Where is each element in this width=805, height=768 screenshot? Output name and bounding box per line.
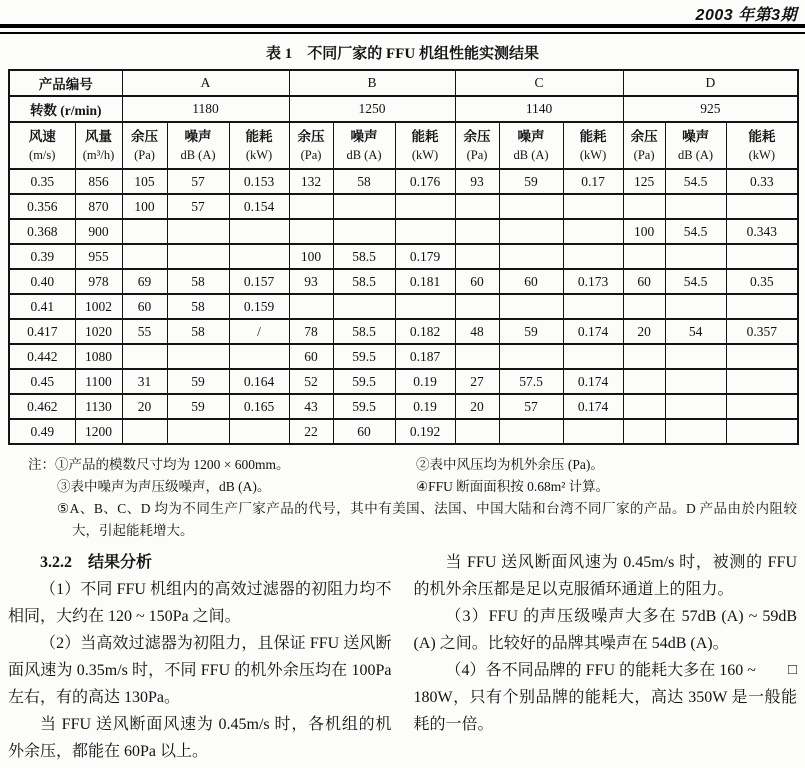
- table-cell: 0.164: [229, 369, 289, 394]
- table-cell: [623, 369, 665, 394]
- table-cell: 59: [167, 394, 229, 419]
- table-cell: 58.5: [333, 244, 395, 269]
- table-cell: 59: [167, 369, 229, 394]
- table-body: [9, 169, 798, 444]
- table-cell: 0.179: [395, 244, 455, 269]
- table-cell: 20: [623, 319, 665, 344]
- table-cell: 1130: [75, 394, 122, 419]
- col-header-power-b: 能耗 (kW): [395, 122, 455, 169]
- table-cell: 0.40: [9, 269, 75, 294]
- table-cell: 59.5: [333, 344, 395, 369]
- table-cell: 955: [75, 244, 122, 269]
- masthead: [0, 0, 805, 24]
- note-3: ③表中噪声为声压级噪声，dB (A)。: [57, 479, 271, 494]
- table-cell: 0.159: [229, 294, 289, 319]
- col-header-power-c: 能耗 (kW): [563, 122, 623, 169]
- table-cell: [289, 194, 333, 219]
- table-cell: 43: [289, 394, 333, 419]
- body-column-left: [8, 549, 392, 765]
- col-header-noise-a: 噪声 dB (A): [167, 122, 229, 169]
- table-cell: 0.49: [9, 419, 75, 444]
- table-cell: [455, 419, 499, 444]
- table-row: [9, 319, 798, 344]
- table-cell: [122, 219, 167, 244]
- table-cell: [665, 294, 726, 319]
- table-cell: [665, 244, 726, 269]
- table-cell: 57: [167, 194, 229, 219]
- body-column-right: [414, 549, 798, 765]
- table-cell: [499, 294, 563, 319]
- table-notes: [28, 454, 797, 542]
- table-cell: 0.187: [395, 344, 455, 369]
- table-cell: 20: [122, 394, 167, 419]
- table-cell: 0.417: [9, 319, 75, 344]
- paragraph: （1）不同 FFU 机组内的高效过滤器的初阻力均不相同，大约在 120 ~ 150Pa 之间。: [8, 581, 392, 625]
- table-row: [9, 244, 798, 269]
- table-cell: [499, 219, 563, 244]
- table-cell: 58: [167, 294, 229, 319]
- table-cell: 57: [167, 169, 229, 194]
- table-cell: 1200: [75, 419, 122, 444]
- table-title: 表 1 不同厂家的 FFU 机组性能实测结果: [266, 46, 539, 62]
- table-row: [9, 419, 798, 444]
- table-row: [9, 194, 798, 219]
- table-cell: [665, 419, 726, 444]
- product-number-label: 产品编号: [9, 70, 122, 96]
- table-cell: [499, 419, 563, 444]
- speed-c: 1140: [455, 96, 623, 122]
- table-cell: 57.5: [499, 369, 563, 394]
- table-cell: [229, 344, 289, 369]
- table-cell: 0.343: [726, 219, 798, 244]
- table-cell: [623, 294, 665, 319]
- table-cell: [499, 244, 563, 269]
- table-cell: 58.5: [333, 319, 395, 344]
- table-cell: 93: [289, 269, 333, 294]
- table-cell: 0.41: [9, 294, 75, 319]
- table-cell: 0.19: [395, 369, 455, 394]
- table-cell: 0.39: [9, 244, 75, 269]
- table-cell: 0.174: [563, 319, 623, 344]
- note-row-1: [28, 454, 797, 476]
- table-cell: [499, 194, 563, 219]
- table-cell: [229, 419, 289, 444]
- table-cell: 58: [167, 269, 229, 294]
- col-header-airflow: 风量 (m³/h): [75, 122, 122, 169]
- table-cell: 0.157: [229, 269, 289, 294]
- table-cell: [623, 394, 665, 419]
- table-cell: 132: [289, 169, 333, 194]
- paragraph: 当 FFU 送风断面风速为 0.45m/s 时，被测的 FFU 的机外余压都是足以克服循环通道上的阻力。: [413, 554, 797, 598]
- col-header-noise-c: 噪声 dB (A): [499, 122, 563, 169]
- table-cell: 58: [333, 169, 395, 194]
- table-cell: [563, 219, 623, 244]
- table-cell: [289, 219, 333, 244]
- table-cell: [455, 244, 499, 269]
- table-cell: [455, 219, 499, 244]
- table-cell: 856: [75, 169, 122, 194]
- table-cell: 0.33: [726, 169, 798, 194]
- table-cell: 52: [289, 369, 333, 394]
- table-cell: 1020: [75, 319, 122, 344]
- col-header-pressure-c: 余压 (Pa): [455, 122, 499, 169]
- notes-prefix: 注：: [28, 457, 55, 472]
- table-cell: 0.17: [563, 169, 623, 194]
- table-cell: [395, 294, 455, 319]
- table-cell: [455, 294, 499, 319]
- paragraph: 当 FFU 送风断面风速为 0.45m/s 时，各机组的机外余压，都能在 60Pa 以上。: [8, 716, 392, 760]
- end-of-article-mark: □: [787, 662, 797, 678]
- table-cell: [563, 244, 623, 269]
- table-cell: [623, 194, 665, 219]
- table-cell: [229, 244, 289, 269]
- table-cell: [623, 419, 665, 444]
- col-header-noise-d: 噪声 dB (A): [665, 122, 726, 169]
- table-cell: 0.357: [726, 319, 798, 344]
- table-row: [9, 294, 798, 319]
- table-cell: 55: [122, 319, 167, 344]
- table-cell: 0.35: [726, 269, 798, 294]
- ffu-performance-table: [8, 69, 799, 445]
- table-cell: [455, 194, 499, 219]
- table-cell: 0.192: [395, 419, 455, 444]
- table-cell: 0.176: [395, 169, 455, 194]
- table-cell: 0.173: [563, 269, 623, 294]
- table-cell: 60: [333, 419, 395, 444]
- product-header-row: [9, 70, 798, 96]
- table-cell: [122, 244, 167, 269]
- table-cell: 1080: [75, 344, 122, 369]
- table-cell: [122, 344, 167, 369]
- table-cell: [623, 344, 665, 369]
- table-cell: 59: [499, 319, 563, 344]
- table-cell: 59: [499, 169, 563, 194]
- table-row: [9, 219, 798, 244]
- table-cell: 0.174: [563, 394, 623, 419]
- table-cell: [665, 194, 726, 219]
- note-2: ②表中风压均为机外余压 (Pa)。: [416, 457, 604, 472]
- note-row-2: [28, 476, 797, 498]
- table-cell: 1002: [75, 294, 122, 319]
- paragraph: （2）当高效过滤器为初阻力，且保证 FFU 送风断面风速为 0.35m/s 时，不同 FFU 的机外余压均在 100Pa 左右，有的高达 130Pa。: [8, 635, 392, 706]
- table-cell: [333, 294, 395, 319]
- table-cell: 0.45: [9, 369, 75, 394]
- table-cell: 100: [623, 219, 665, 244]
- table-cell: 78: [289, 319, 333, 344]
- table-cell: 60: [122, 294, 167, 319]
- product-a-header: A: [122, 70, 289, 96]
- table-cell: 27: [455, 369, 499, 394]
- speed-d: 925: [623, 96, 798, 122]
- table-cell: 0.174: [563, 369, 623, 394]
- column-header-row: [9, 122, 798, 169]
- table-cell: 69: [122, 269, 167, 294]
- paragraph: （3）FFU 的声压级噪声大多在 57dB (A) ~ 59dB (A) 之间。比较好的品牌其噪声在 54dB (A)。: [413, 608, 797, 652]
- table-row: [9, 344, 798, 369]
- table-cell: [167, 219, 229, 244]
- table-cell: 0.368: [9, 219, 75, 244]
- table-cell: 0.442: [9, 344, 75, 369]
- table-cell: 54.5: [665, 219, 726, 244]
- col-header-power-d: 能耗 (kW): [726, 122, 798, 169]
- table-cell: [395, 219, 455, 244]
- table-cell: 0.182: [395, 319, 455, 344]
- table-cell: [563, 294, 623, 319]
- col-header-pressure-b: 余压 (Pa): [289, 122, 333, 169]
- table-row: [9, 169, 798, 194]
- table-cell: 60: [623, 269, 665, 294]
- note-5: ⑤A、B、C、D 均为不同生产厂家产品的代号，其中有美国、法国、中国大陆和台湾不同厂家的产品。D 产品由於内阻较大，引起能耗增大。: [57, 501, 797, 538]
- col-header-windspeed: 风速 (m/s): [9, 122, 75, 169]
- table-cell: [167, 344, 229, 369]
- product-c-header: C: [455, 70, 623, 96]
- col-header-noise-b: 噪声 dB (A): [333, 122, 395, 169]
- table-cell: 0.154: [229, 194, 289, 219]
- table-cell: 58.5: [333, 269, 395, 294]
- table-cell: [333, 219, 395, 244]
- col-header-power-a: 能耗 (kW): [229, 122, 289, 169]
- table-row: [9, 369, 798, 394]
- table-cell: 0.35: [9, 169, 75, 194]
- table-cell: 1100: [75, 369, 122, 394]
- speed-b: 1250: [289, 96, 455, 122]
- table-cell: 0.181: [395, 269, 455, 294]
- body-text: [8, 549, 797, 765]
- table-cell: 54.5: [665, 169, 726, 194]
- table-cell: 20: [455, 394, 499, 419]
- table-cell: 57: [499, 394, 563, 419]
- table-cell: [563, 419, 623, 444]
- table-cell: 60: [499, 269, 563, 294]
- table-cell: [333, 194, 395, 219]
- product-b-header: B: [289, 70, 455, 96]
- table-cell: 105: [122, 169, 167, 194]
- product-d-header: D: [623, 70, 798, 96]
- table-cell: [499, 344, 563, 369]
- speed-label: 转数 (r/min): [9, 96, 122, 122]
- table-cell: 54: [665, 319, 726, 344]
- table-cell: /: [229, 319, 289, 344]
- speed-header-row: [9, 96, 798, 122]
- table-cell: [167, 244, 229, 269]
- table-cell: 59.5: [333, 369, 395, 394]
- table-cell: [726, 294, 798, 319]
- table-cell: 31: [122, 369, 167, 394]
- table-cell: [726, 194, 798, 219]
- table-cell: [665, 394, 726, 419]
- table-cell: 93: [455, 169, 499, 194]
- table-cell: 60: [455, 269, 499, 294]
- col-header-pressure-d: 余压 (Pa): [623, 122, 665, 169]
- table-cell: [167, 419, 229, 444]
- table-cell: [229, 219, 289, 244]
- table-cell: 0.462: [9, 394, 75, 419]
- table-row: [9, 269, 798, 294]
- table-cell: [455, 344, 499, 369]
- table-cell: 125: [623, 169, 665, 194]
- table-cell: [726, 369, 798, 394]
- table-cell: [122, 419, 167, 444]
- table-cell: 58: [167, 319, 229, 344]
- table-cell: 59.5: [333, 394, 395, 419]
- header-rule: [0, 24, 805, 34]
- table-cell: [726, 244, 798, 269]
- journal-issue: 2003 年第3期: [695, 7, 797, 24]
- table-cell: [623, 244, 665, 269]
- table-cell: 100: [122, 194, 167, 219]
- table-row: [9, 394, 798, 419]
- table-cell: 0.356: [9, 194, 75, 219]
- table-cell: [726, 394, 798, 419]
- table-cell: [726, 344, 798, 369]
- table-cell: 0.153: [229, 169, 289, 194]
- table-cell: [665, 344, 726, 369]
- table-cell: 0.19: [395, 394, 455, 419]
- table-cell: [395, 194, 455, 219]
- table-cell: 22: [289, 419, 333, 444]
- section-heading: 3.2.2 结果分析: [40, 554, 153, 571]
- table-cell: [563, 344, 623, 369]
- table-cell: 48: [455, 319, 499, 344]
- table-cell: 870: [75, 194, 122, 219]
- table-cell: 60: [289, 344, 333, 369]
- table-cell: 900: [75, 219, 122, 244]
- paragraph: □ （4）各不同品牌的 FFU 的能耗大多在 160 ~ 180W，只有个别品牌的能耗大，高达 350W 是一般能耗的一倍。: [414, 657, 798, 738]
- table-cell: [289, 294, 333, 319]
- table-cell: 54.5: [665, 269, 726, 294]
- note-4: ④FFU 断面面积按 0.68m² 计算。: [416, 479, 610, 494]
- speed-a: 1180: [122, 96, 289, 122]
- table-cell: [665, 369, 726, 394]
- table-cell: 100: [289, 244, 333, 269]
- note-1: ①产品的模数尺寸均为 1200 × 600mm。: [55, 457, 290, 472]
- table-cell: [563, 194, 623, 219]
- table-cell: [726, 419, 798, 444]
- table-cell: 978: [75, 269, 122, 294]
- table-cell: 0.165: [229, 394, 289, 419]
- col-header-pressure-a: 余压 (Pa): [122, 122, 167, 169]
